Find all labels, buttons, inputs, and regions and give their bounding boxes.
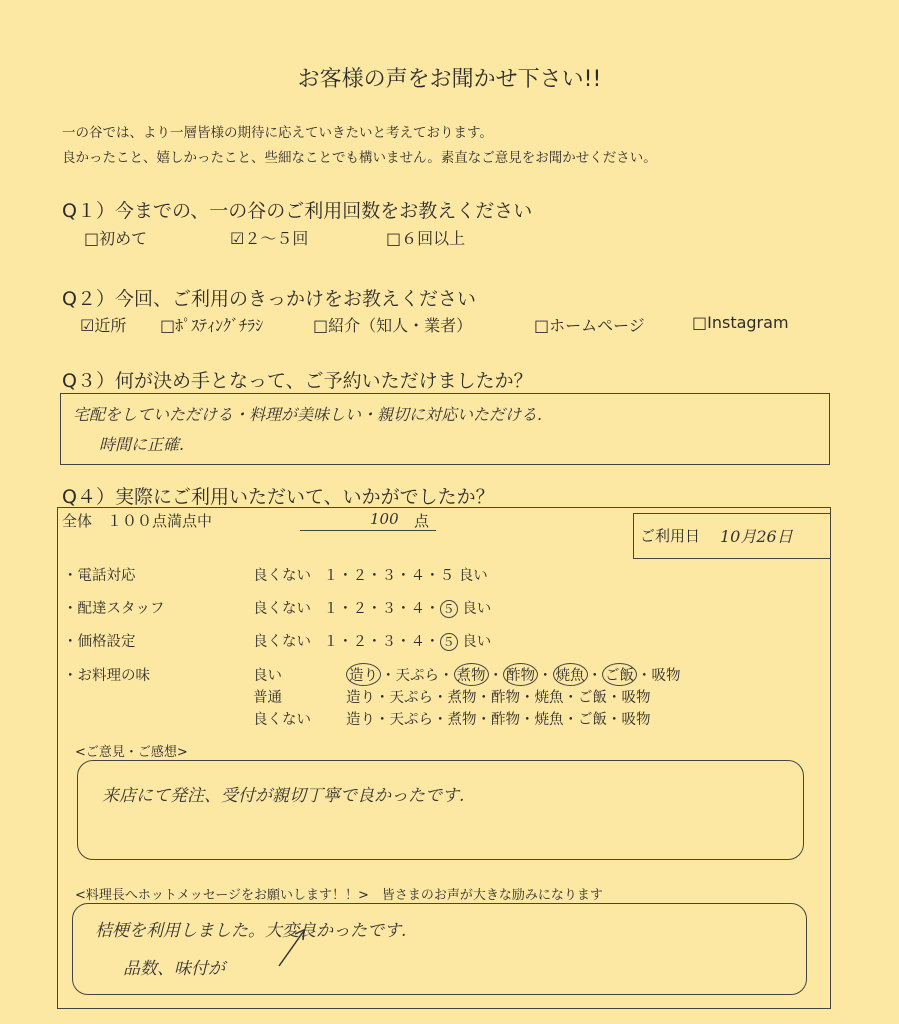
option-label: ６回以上 [401, 229, 466, 248]
q2-option-homepage[interactable] [534, 313, 645, 336]
dish-option[interactable]: 天ぷら [389, 690, 433, 706]
circled-dish-option[interactable]: 酢物 [503, 663, 538, 686]
dish-option[interactable]: 煮物 [447, 690, 477, 706]
dish-separator: ・ [607, 690, 622, 706]
dish-separator: ・ [520, 690, 535, 706]
scale-num[interactable]: ２ [352, 568, 368, 584]
q3-answer-box[interactable] [60, 393, 830, 465]
circled-dish-option[interactable]: 煮物 [454, 663, 489, 686]
dish-separator: ・ [476, 690, 491, 706]
dish-separator: ・ [381, 668, 396, 684]
checked-checkbox-icon[interactable]: ☑ [230, 229, 245, 248]
scale-num[interactable]: １ [323, 634, 339, 650]
circled-dish-option[interactable]: ご飯 [602, 663, 637, 686]
usage-date-box[interactable] [633, 513, 831, 559]
circled-dish-option[interactable]: 造り [346, 663, 381, 686]
dish-separator: ・ [563, 712, 578, 728]
total-score-value: 100 [370, 510, 399, 528]
dish-option[interactable]: 煮物 [447, 712, 477, 728]
dish-option[interactable]: 造り [346, 712, 375, 728]
scale-num[interactable]: ４ [410, 568, 426, 584]
dish-option[interactable]: ご飯 [578, 690, 607, 706]
scale-bad-label: 良くない [253, 634, 311, 650]
total-score-label: 全体 １００点満点中 [62, 512, 213, 530]
taste-label: ・お料理の味 [63, 668, 150, 684]
dish-separator: ・ [538, 668, 553, 684]
dish-option[interactable]: 吸物 [621, 690, 651, 706]
scale-num[interactable]: ４ [410, 601, 426, 617]
scale-num[interactable]: ２ [352, 634, 368, 650]
circled-dish-option[interactable]: 焼魚 [553, 663, 588, 686]
checkbox-icon[interactable]: □ [534, 316, 550, 335]
dish-separator: ・ [607, 712, 622, 728]
usage-date-label: ご利用日 [640, 527, 701, 545]
checkbox-icon[interactable]: □ [386, 229, 402, 248]
total-score-unit: 点 [414, 512, 430, 530]
scale-num[interactable]: ３ [381, 601, 397, 617]
q1-option-6plus[interactable] [386, 226, 465, 249]
q4-question: Q４）実際にご利用いただいて、いかがでしたか？ [62, 486, 495, 508]
dish-separator: ・ [563, 690, 578, 706]
dish-separator: ・ [433, 690, 448, 706]
option-label: ホームページ [549, 316, 645, 335]
chef-message-line-1: 桔梗を利用しました。大変良かったです. [95, 921, 407, 941]
option-label: ﾎﾟｽﾃｨﾝｸﾞﾁﾗｼ [175, 316, 264, 335]
taste-grade-good: 良い [253, 668, 282, 684]
chef-message-label: <料理長へホットメッセージをお願いします！！> 皆さまのお声が大きな励みになります [75, 888, 603, 903]
checkbox-icon[interactable]: □ [160, 316, 176, 335]
scale-bad-label: 良くない [253, 568, 311, 584]
dish-option[interactable]: 天ぷら [395, 668, 439, 684]
q2-option-referral[interactable] [313, 313, 472, 336]
q2-option-instagram[interactable] [692, 313, 789, 332]
dish-separator: ・ [587, 668, 602, 684]
scale-good-label: 良い [458, 568, 488, 584]
option-label: 初めて [99, 229, 148, 248]
intro-line-2: 良かったこと、嬉しかったこと、些細なことでも構いません。素直なご意見をお聞かせください。 [62, 150, 657, 166]
dish-option[interactable]: 吸物 [651, 668, 681, 684]
scale-num[interactable]: １ [323, 601, 339, 617]
scale-good-label: 良い [462, 601, 492, 617]
dish-separator: ・ [520, 712, 535, 728]
scale-num[interactable]: ５ [439, 568, 455, 584]
handwritten-arrow-icon [273, 922, 313, 972]
dish-option[interactable]: 吸物 [621, 712, 651, 728]
q2-option-posting[interactable] [160, 313, 263, 336]
total-score-field[interactable] [300, 510, 436, 531]
rating-label-phone: ・電話対応 [63, 568, 136, 584]
dish-separator: ・ [488, 668, 503, 684]
taste-grade-normal: 普通 [253, 690, 282, 706]
checkbox-icon[interactable]: □ [84, 229, 100, 248]
q1-option-first[interactable] [84, 226, 147, 249]
dish-option[interactable]: 焼魚 [534, 690, 564, 706]
option-label: 近所 [94, 316, 127, 335]
scale-bad-label: 良くない [253, 601, 311, 617]
q1-question: Q１）今までの、一の谷のご利用回数をお教えください [62, 200, 533, 222]
q2-option-nearby[interactable] [80, 313, 126, 336]
dish-separator: ・ [433, 712, 448, 728]
dish-separator: ・ [439, 668, 454, 684]
checked-checkbox-icon[interactable]: ☑ [80, 316, 95, 335]
checkbox-icon[interactable]: □ [692, 313, 708, 332]
dish-option[interactable]: 酢物 [491, 690, 520, 706]
option-label: ２～５回 [244, 229, 309, 248]
scale-num[interactable]: １ [323, 568, 339, 584]
scale-num[interactable]: ３ [381, 568, 397, 584]
rating-label-price: ・価格設定 [63, 634, 136, 650]
option-label: 紹介（知人・業者） [328, 316, 473, 335]
dish-option[interactable]: 造り [346, 690, 375, 706]
taste-dishes-bad[interactable] [346, 708, 651, 729]
dish-separator: ・ [476, 712, 491, 728]
taste-dishes-good[interactable] [346, 663, 681, 686]
comments-text: 来店にて発注、受付が親切丁寧で良かったです. [102, 786, 465, 806]
comments-box[interactable] [77, 760, 804, 860]
taste-dishes-normal[interactable] [346, 686, 651, 707]
dish-option[interactable]: 天ぷら [389, 712, 433, 728]
q3-answer-line-2: 時間に正確. [99, 435, 185, 454]
circled-scale-num[interactable]: ５ [440, 600, 458, 618]
intro-line-1: 一の谷では、より一層皆様の期待に応えていきたいと考えております。 [62, 125, 493, 141]
dish-option[interactable]: 酢物 [491, 712, 520, 728]
circled-scale-num[interactable]: ５ [440, 633, 458, 651]
dish-separator: ・ [637, 668, 652, 684]
chef-message-line-2: 品数、味付が [123, 959, 225, 979]
rating-scale-price[interactable]: 良くない １・２・３・４・ ５ 良い [253, 634, 492, 650]
dish-separator: ・ [375, 690, 390, 706]
comments-label: <ご意見・ご感想> [75, 745, 188, 760]
page-title: お客様の声をお聞かせ下さい!! [297, 67, 602, 92]
scale-good-label: 良い [462, 634, 492, 650]
option-label: Instagram [707, 313, 789, 332]
checkbox-icon[interactable]: □ [313, 316, 329, 335]
scale-num[interactable]: ２ [352, 601, 368, 617]
q2-question: Q２）今回、ご利用のきっかけをお教えください [62, 288, 476, 310]
chef-message-box[interactable] [72, 903, 807, 995]
q3-question: Q３）何が決め手となって、ご予約いただけましたか？ [62, 370, 533, 392]
scale-num[interactable]: ４ [410, 634, 426, 650]
dish-option[interactable]: ご飯 [578, 712, 607, 728]
scale-num[interactable]: ３ [381, 634, 397, 650]
taste-grade-bad: 良くない [253, 712, 311, 728]
dish-separator: ・ [375, 712, 390, 728]
dish-option[interactable]: 焼魚 [534, 712, 564, 728]
q3-answer-line-1: 宅配をしていただける・料理が美味しい・親切に対応いただける. [73, 405, 543, 424]
q1-option-2-5[interactable] [230, 226, 308, 249]
rating-scale-phone[interactable]: 良くない １・２・３・４・５ 良い [253, 568, 488, 584]
usage-date-value: 10月26日 [720, 527, 793, 546]
rating-scale-delivery[interactable]: 良くない １・２・３・４・ ５ 良い [253, 601, 492, 617]
rating-label-delivery: ・配達スタッフ [63, 601, 165, 617]
